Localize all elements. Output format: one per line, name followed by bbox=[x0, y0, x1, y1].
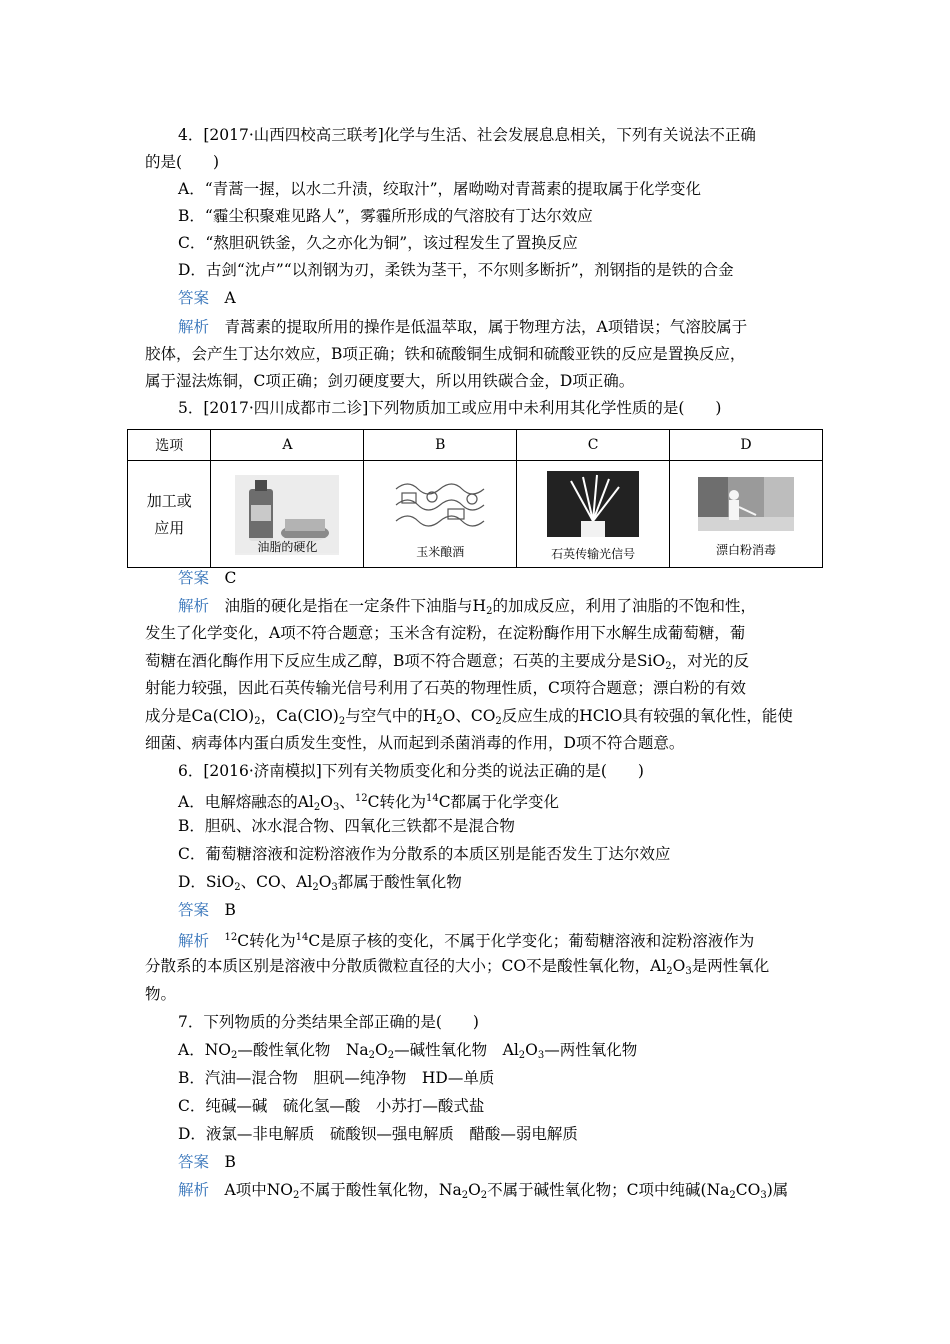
subscript: 2 bbox=[480, 1190, 488, 1201]
analysis-label: 解析 bbox=[178, 1181, 210, 1199]
option-text: 、 bbox=[339, 793, 355, 811]
q6-analysis-line3: 物。 bbox=[145, 985, 177, 1003]
caption-b: 玉米酿酒 bbox=[416, 545, 465, 559]
answer-value: A bbox=[224, 289, 236, 307]
analysis-text: )属 bbox=[766, 1181, 789, 1199]
analysis-text: 油脂的硬化是指在一定条件下油脂与H bbox=[224, 597, 487, 615]
answer-label: 答案 bbox=[178, 901, 210, 919]
analysis-label: 解析 bbox=[178, 318, 210, 336]
table-header-d: D bbox=[670, 430, 823, 461]
option-text: C都属于化学变化 bbox=[438, 793, 560, 811]
analysis-text: O、CO bbox=[442, 707, 496, 725]
option-text: C转化为 bbox=[367, 793, 426, 811]
q4-analysis bbox=[178, 317, 747, 337]
q6-option-d bbox=[178, 872, 462, 898]
answer-value: B bbox=[224, 901, 236, 919]
option-b-cell bbox=[364, 461, 517, 568]
subscript: 2 bbox=[518, 1050, 526, 1061]
analysis-text: CO bbox=[735, 1181, 761, 1199]
q6-option-b: B．胆矾、冰水混合物、四氧化三铁都不是混合物 bbox=[178, 817, 515, 835]
q4-option-b: B．“霾尘积聚难见路人”，雾霾所形成的气溶胶有丁达尔效应 bbox=[178, 207, 593, 225]
answer-value: C bbox=[224, 569, 237, 587]
subscript: 2 bbox=[461, 1190, 469, 1201]
subscript: 3 bbox=[537, 1050, 545, 1061]
subscript: 2 bbox=[313, 802, 321, 813]
q7-analysis bbox=[178, 1180, 788, 1206]
q4-analysis-line2: 胶体，会产生丁达尔效应，B项正确；铁和硫酸铜生成铜和硫酸亚铁的反应是置换反应， bbox=[145, 345, 746, 363]
answer-label: 答案 bbox=[178, 1153, 210, 1171]
q7-option-c: C．纯碱—碱 硫化氢—酸 小苏打—酸式盐 bbox=[178, 1097, 485, 1115]
q6-analysis bbox=[178, 928, 754, 951]
subscript: 2 bbox=[234, 882, 241, 893]
subscript: 2 bbox=[293, 1190, 300, 1201]
subscript: 3 bbox=[332, 802, 340, 813]
analysis-text: A项中NO bbox=[224, 1181, 293, 1199]
subscript: 2 bbox=[665, 661, 672, 672]
analysis-text: 的加成反应，利用了油脂的不饱和性， bbox=[492, 597, 756, 615]
superscript: 14 bbox=[425, 793, 439, 804]
option-text: A．电解熔融态的Al bbox=[178, 793, 314, 811]
row-label-line2: 应用 bbox=[154, 519, 185, 537]
subscript: 2 bbox=[254, 716, 261, 727]
q4-answer bbox=[178, 288, 236, 308]
superscript: 14 bbox=[295, 932, 309, 943]
option-text: D．SiO bbox=[178, 873, 235, 891]
option-text: A．NO bbox=[178, 1041, 231, 1059]
superscript: 12 bbox=[224, 932, 238, 943]
option-text: 都属于酸性氧化物 bbox=[337, 873, 462, 891]
table-header-c: C bbox=[517, 430, 670, 461]
subscript: 2 bbox=[495, 716, 502, 727]
option-text: 、CO、Al bbox=[240, 873, 313, 891]
q5-analysis bbox=[178, 596, 756, 622]
row-label-line1: 加工或 bbox=[146, 492, 192, 510]
q5-analysis-line5 bbox=[145, 706, 793, 732]
option-text: O bbox=[320, 793, 333, 811]
q7-option-d: D．液氯—非电解质 硫酸钡—强电解质 醋酸—弱电解质 bbox=[178, 1125, 578, 1143]
answer-label: 答案 bbox=[178, 289, 210, 307]
analysis-text: 不属于酸性氧化物，Na bbox=[299, 1181, 462, 1199]
analysis-label: 解析 bbox=[178, 932, 210, 950]
subscript: 2 bbox=[436, 716, 443, 727]
subscript: 2 bbox=[387, 1050, 395, 1061]
analysis-text: 与空气中的H bbox=[345, 707, 437, 725]
option-text: —碱性氧化物 Al bbox=[394, 1041, 519, 1059]
table-header-b: B bbox=[364, 430, 517, 461]
table-row-label bbox=[128, 461, 211, 568]
subscript: 2 bbox=[486, 606, 493, 617]
option-d-cell bbox=[670, 461, 823, 568]
subscript: 2 bbox=[368, 1050, 376, 1061]
table-header-a: A bbox=[211, 430, 364, 461]
option-text: —酸性氧化物 Na bbox=[237, 1041, 369, 1059]
analysis-text: 是两性氧化 bbox=[691, 957, 770, 975]
q5-analysis-line2: 发生了化学变化，A项不符合题意；玉米含有淀粉，在淀粉酶作用下水解生成葡萄糖，葡 bbox=[145, 624, 746, 642]
q7-option-b: B．汽油—混合物 胆矾—纯净物 HD—单质 bbox=[178, 1069, 495, 1087]
option-a-cell bbox=[211, 461, 364, 568]
q6-option-c: C．葡萄糖溶液和淀粉溶液作为分散系的本质区别是能否发生丁达尔效应 bbox=[178, 845, 671, 863]
oil-bottle-image bbox=[235, 475, 339, 553]
bleach-disinfection-image bbox=[694, 475, 798, 557]
analysis-text: 反应生成的HClO具有较强的氧化性，能使 bbox=[501, 707, 793, 725]
q7-answer bbox=[178, 1152, 236, 1172]
answer-label: 答案 bbox=[178, 569, 210, 587]
analysis-text: O bbox=[672, 957, 686, 975]
q5-options-table bbox=[127, 429, 823, 568]
analysis-text: 不属于碱性氧化物；C项中纯碱(Na bbox=[487, 1181, 730, 1199]
option-text: O bbox=[525, 1041, 538, 1059]
q7-stem: 7．下列物质的分类结果全部正确的是( ) bbox=[178, 1013, 479, 1031]
option-c-cell bbox=[517, 461, 670, 568]
q4-stem: 4．[2017·山西四校高三联考]化学与生活、社会发展息息相关，下列有关说法不正确 bbox=[178, 126, 756, 144]
caption-d: 漂白粉消毒 bbox=[716, 543, 777, 557]
table-header-label: 选项 bbox=[128, 430, 211, 461]
option-text: O bbox=[375, 1041, 388, 1059]
q6-stem: 6．[2016·济南模拟]下列有关物质变化和分类的说法正确的是( ) bbox=[178, 762, 644, 780]
subscript: 3 bbox=[331, 882, 338, 893]
analysis-text: C是原子核的变化，不属于化学变化；葡萄糖溶液和淀粉溶液作为 bbox=[308, 932, 755, 950]
corn-wine-image bbox=[388, 475, 492, 559]
option-text: —两性氧化物 bbox=[544, 1041, 638, 1059]
analysis-label: 解析 bbox=[178, 597, 210, 615]
q4-stem-cont: 的是( ) bbox=[145, 153, 220, 171]
q6-analysis-line2 bbox=[145, 956, 769, 982]
q4-option-c: C．“熬胆矾铁釜，久之亦化为铜”，该过程发生了置换反应 bbox=[178, 234, 578, 252]
option-text: O bbox=[318, 873, 332, 891]
q4-option-d: D．古剑“沈卢”“以剂钢为刃，柔铁为茎干，不尔则多断折”，剂钢指的是铁的合金 bbox=[178, 261, 734, 279]
superscript: 12 bbox=[354, 793, 368, 804]
subscript: 2 bbox=[230, 1050, 238, 1061]
analysis-text: C转化为 bbox=[237, 932, 296, 950]
caption-a: 油脂的硬化 bbox=[235, 538, 339, 555]
q5-answer bbox=[178, 568, 236, 588]
subscript: 2 bbox=[666, 966, 673, 977]
answer-value: B bbox=[224, 1153, 236, 1171]
analysis-text: O bbox=[468, 1181, 481, 1199]
analysis-text: 成分是Ca(ClO) bbox=[145, 707, 255, 725]
analysis-text: 青蒿素的提取所用的操作是低温萃取，属于物理方法，A项错误；气溶胶属于 bbox=[224, 318, 748, 336]
q5-stem: 5．[2017·四川成都市二诊]下列物质加工或应用中未利用其化学性质的是( ) bbox=[178, 399, 722, 417]
q4-analysis-line3: 属于湿法炼铜，C项正确；剑刃硬度要大，所以用铁碳合金，D项正确。 bbox=[145, 372, 635, 390]
q5-analysis-line4: 射能力较强，因此石英传输光信号利用了石英的物理性质，C项符合题意；漂白粉的有效 bbox=[145, 679, 746, 697]
subscript: 2 bbox=[338, 716, 346, 727]
q6-option-a bbox=[178, 789, 559, 818]
subscript: 3 bbox=[760, 1190, 767, 1201]
q5-analysis-line6: 细菌、病毒体内蛋白质发生变性，从而起到杀菌消毒的作用，D项不符合题意。 bbox=[145, 734, 685, 752]
analysis-text: 分散系的本质区别是溶液中分散质微粒直径的大小；CO不是酸性氧化物，Al bbox=[145, 957, 667, 975]
q5-analysis-line3 bbox=[145, 651, 749, 677]
q7-option-a bbox=[178, 1040, 637, 1066]
subscript: 3 bbox=[685, 966, 692, 977]
analysis-text: ，Ca(ClO) bbox=[260, 707, 339, 725]
subscript: 2 bbox=[729, 1190, 736, 1201]
subscript: 2 bbox=[312, 882, 319, 893]
caption-c: 石英传输光信号 bbox=[551, 547, 636, 561]
analysis-text: 萄糖在酒化酶作用下反应生成乙醇，B项不符合题意；石英的主要成分是SiO bbox=[145, 652, 666, 670]
quartz-fiber-image bbox=[541, 471, 645, 561]
q6-answer bbox=[178, 900, 236, 920]
q4-option-a: A．“青蒿一握，以水二升渍，绞取汁”，屠呦呦对青蒿素的提取属于化学变化 bbox=[178, 180, 702, 198]
analysis-text: ，对光的反 bbox=[671, 652, 750, 670]
